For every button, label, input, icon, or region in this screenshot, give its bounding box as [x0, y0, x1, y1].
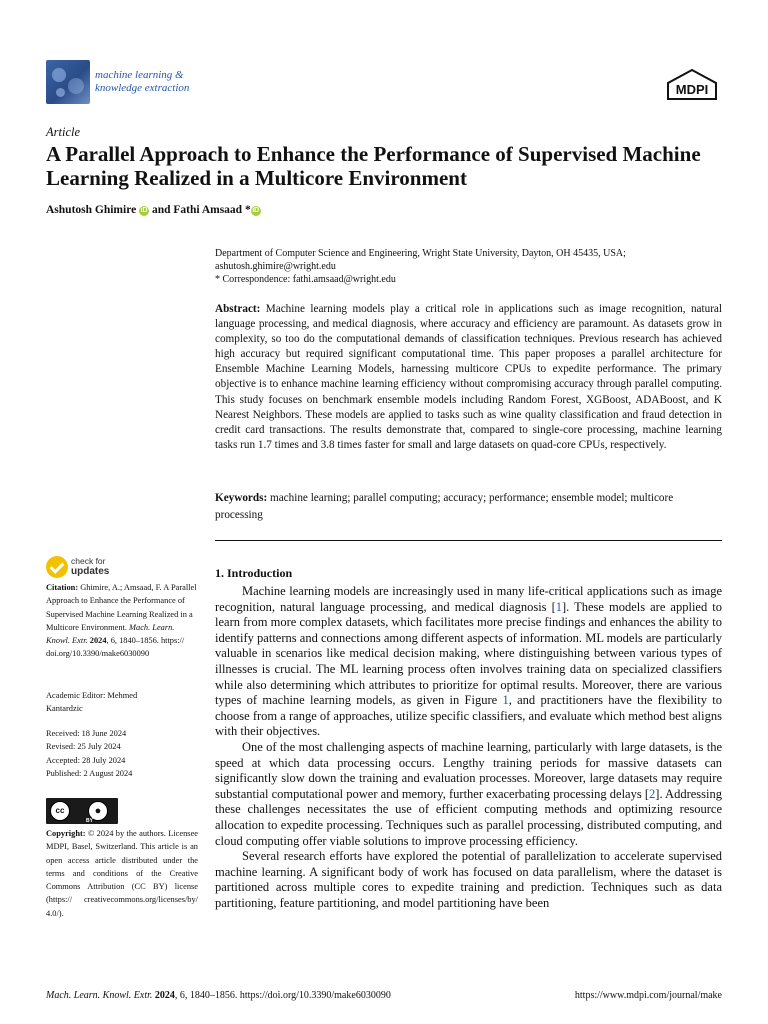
author-2[interactable]: Fathi Amsaad: [173, 204, 243, 216]
check-line1: check for: [71, 556, 106, 566]
introduction-body: [215, 584, 722, 911]
abstract-label: Abstract:: [215, 303, 261, 315]
citation-rest[interactable]: , 6, 1840–1856. https:// doi.org/10.3390/make6030090: [46, 636, 185, 659]
paragraph: Several research efforts have explored the potential of parallelization to accelerate supervised machine learning. A significant body of work has focused on data parallelism, where the dataset is partitioned across multiple cores to expedite training and prediction. Techniques such as data partitioning, feature partitioning, and model partitioning have been: [215, 849, 722, 910]
footer-journal: Mach. Learn. Knowl. Extr.: [46, 990, 153, 1001]
keywords-text: machine learning; parallel computing; accuracy; performance; ensemble model; multicore processing: [215, 492, 674, 521]
orcid-icon[interactable]: iD: [140, 207, 148, 214]
check-for-updates-label: [71, 557, 109, 577]
text-span: , and practitioners have the flexibility to choose from a range of approaches, utilize specific classifiers, and evaluate which method best aligns with their objectives.: [215, 693, 722, 739]
article-title: A Parallel Approach to Enhance the Performance of Supervised Machine Learning Realized in a Multicore Environment: [46, 142, 701, 190]
orcid-icon[interactable]: iD: [252, 207, 260, 214]
copyright-text: © 2024 by the authors. Licensee MDPI, Basel, Switzerland. This article is an open access article distributed under the terms and conditions of the Creative Commons Attribution (CC BY) license (https:// creativecommons.org/licenses/by/ 4.0/).: [46, 829, 198, 918]
affiliation-block: [215, 247, 725, 286]
citation-journal: Mach. Learn. Knowl. Extr.: [46, 622, 175, 646]
author-2-mark: *: [244, 204, 251, 216]
footer-journal-url[interactable]: https://www.mdpi.com/journal/make: [574, 990, 722, 1001]
citation-year: 2024: [89, 636, 107, 646]
copyright-label: Copyright:: [46, 829, 86, 838]
attribution-person-icon: ●: [88, 801, 108, 821]
footer-doi[interactable]: , 6, 1840–1856. https://doi.org/10.3390/make6030090: [174, 990, 391, 1001]
figure-link[interactable]: 1: [502, 693, 509, 708]
footer-citation: [46, 990, 391, 1001]
mdpi-logo-text: MDPI: [675, 82, 709, 97]
text-span: One of the most challenging aspects of machine learning, particularly with large datasets, is the speed at which data processing occurs. Lengthy training periods for massive datasets can significantly slow down the training and evaluation processes. Moreover, large datasets may require substantial computational power and memory, further exacerbating processing delays [: [215, 739, 722, 801]
author-email[interactable]: ashutosh.ghimire@wright.edu: [215, 261, 336, 272]
author-join: and: [151, 204, 171, 216]
abstract: [215, 302, 722, 453]
keywords: [215, 490, 722, 524]
revised-date: Revised: 25 July 2024: [46, 742, 121, 752]
accepted-date: Accepted: 28 July 2024: [46, 755, 126, 765]
academic-editor: [46, 689, 198, 716]
mdpi-logo-icon[interactable]: [664, 68, 720, 102]
citation: [46, 581, 198, 661]
author-1[interactable]: Ashutosh Ghimire: [46, 204, 137, 216]
affiliation: Department of Computer Science and Engineering, Wright State University, Dayton, OH 45435, USA;: [215, 248, 626, 259]
editor-name: Kantardzic: [46, 704, 83, 714]
copyright: [46, 827, 198, 920]
journal-logo-icon: [46, 60, 90, 104]
journal-name-line1: machine learning &: [95, 69, 184, 81]
correspondence: * Correspondence: fathi.amsaad@wright.edu: [215, 274, 396, 285]
citation-link[interactable]: 2: [649, 786, 656, 801]
author-list: [46, 204, 261, 216]
published-date: Published: 2 August 2024: [46, 768, 133, 778]
citation-label: Citation:: [46, 583, 79, 592]
dates: [46, 727, 198, 780]
section-divider: [215, 540, 722, 541]
journal-name[interactable]: [95, 69, 189, 95]
article-type: Article: [46, 125, 81, 139]
cc-icon: cc: [50, 801, 70, 821]
text-span: Machine learning models are increasingly used in many life-critical applications such as image recognition, natural language processing, and medical diagnosis [: [215, 584, 722, 614]
text-span: ]. These models are applied to learn from more complex datasets, which facilitates more precise findings and enhances the ability to identify patterns and connections among different aspects of information. ML models are particularly valuable in scenarios like medical decision making, where distinguishing between various types of illnesses is crucial. The ML learning process often involves training data on specialized classifiers while also determining which attributes to prioritize for optimal results. Moreover, there are various types of machine learning models, as given in Figure: [215, 599, 722, 708]
editor-label: Academic Editor: Mehmed: [46, 691, 138, 700]
text-span: ]. Addressing these challenges necessitates the use of efficient computing methods and optimizing resource allocation to expedite processing. Techniques such as parallel processing, distributed computing, and cloud computing offer viable solutions to improve processing efficiency.: [215, 786, 722, 848]
by-label: BY: [86, 818, 93, 824]
keywords-label: Keywords:: [215, 492, 268, 504]
citation-link[interactable]: 1: [555, 599, 562, 614]
abstract-text: Machine learning models play a critical role in applications such as image recognition, natural language processing, and medical diagnosis, where accuracy and efficiency are paramount. As datasets grow in complexity, so too do the computational demands of classification techniques. Previous research has achieved high accuracy but required significant computational time. This paper proposes a parallel architecture for Ensemble Machine Learning Models, harnessing multicore CPUs to expedite performance. The primary objective is to enhance machine learning efficiency without compromising accuracy through parallel computing. This study focuses on benchmark ensemble models including Random Forest, XGBoost, ADABoost, and K Nearest Neighbors. These models are applied to tasks such as wine quality classification and fraud detection in credit card transactions. The results demonstrate that, compared to single-core processing, machine learning tasks run 1.7 times and 3.8 times faster for small and large datasets on quad-core CPUs, respectively.: [215, 303, 722, 451]
section-heading-introduction: 1. Introduction: [215, 566, 293, 580]
paragraph: [215, 740, 722, 849]
check-icon: [46, 556, 68, 578]
citation-text: Ghimire, A.; Amsaad, F. A Parallel Approach to Enhance the Performance of Supervised Machine Learning Realized in a Multicore Environment.: [46, 583, 197, 632]
paragraph: [215, 584, 722, 740]
journal-name-line2: knowledge extraction: [95, 82, 190, 94]
cc-by-license-icon[interactable]: [46, 798, 118, 824]
received-date: Received: 18 June 2024: [46, 729, 127, 738]
check-line2: updates: [71, 566, 110, 577]
footer-year: 2024: [154, 990, 175, 1001]
